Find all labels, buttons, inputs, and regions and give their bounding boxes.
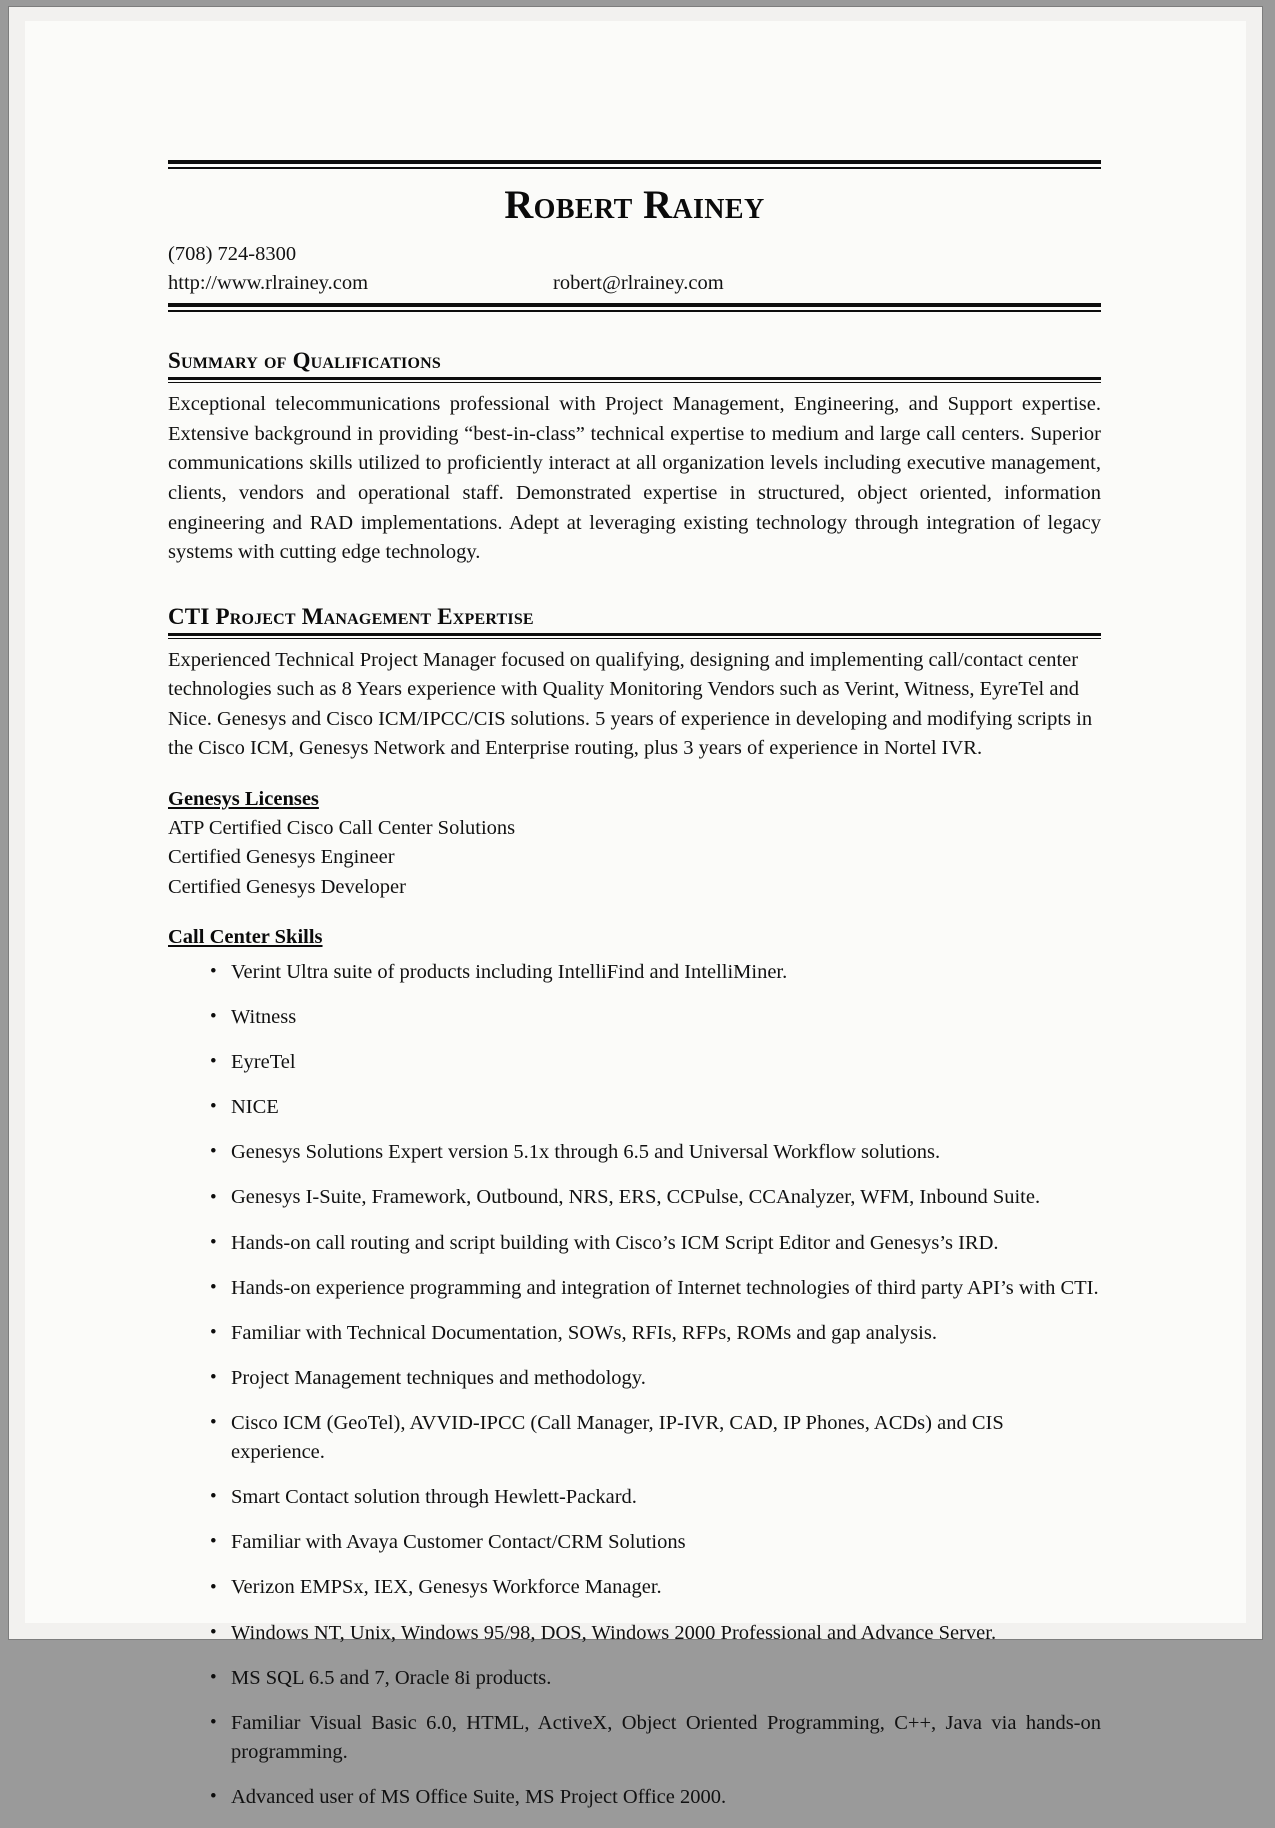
skill-text: Cisco ICM (GeoTel), AVVID-IPCC (Call Manager, IP-IVR, CAD, IP Phones, ACDs) and CIS experience. [231,1411,1004,1464]
skill-text: Advanced user of MS Office Suite, MS Project Office 2000. [231,1785,727,1808]
skill-list-item [168,958,1101,987]
section-underline-rule [168,633,1101,639]
skill-list-item [168,1138,1101,1167]
bullet-icon: • [210,1666,217,1688]
bullet-icon: • [210,1711,217,1733]
bullet-icon: • [210,1096,217,1118]
bullet-icon: • [210,1786,217,1808]
skill-text: Familiar with Technical Documentation, SOWs, RFIs, RFPs, ROMs and gap analysis. [231,1321,937,1344]
skill-list-item [168,1003,1101,1032]
skill-text: MS SQL 6.5 and 7, Oracle 8i products. [231,1666,552,1689]
skill-list-item [168,1364,1101,1393]
skill-text: Genesys I-Suite, Framework, Outbound, NRS, ERS, CCPulse, CCAnalyzer, WFM, Inbound Suite. [231,1186,1041,1209]
skill-list-item [168,1483,1101,1512]
skill-list-item [168,1783,1101,1812]
document-page [25,21,1246,1808]
skill-text: Hands-on call routing and script building with Cisco’s ICM Script Editor and Genesys’s IRD. [231,1231,999,1254]
bullet-icon: • [210,1276,217,1298]
call-center-skills-group [168,902,1101,1812]
skill-list-item [168,1183,1101,1212]
skill-text: EyreTel [231,1051,296,1074]
skill-text: Familiar with Avaya Customer Contact/CRM Solutions [231,1531,686,1554]
masthead-top-rule [168,160,1101,169]
skill-text: NICE [231,1096,279,1119]
bullet-icon: • [210,1321,217,1343]
bullet-icon: • [210,1231,217,1253]
bullet-icon: • [210,1576,217,1598]
cti-expertise-paragraph: Experienced Technical Project Manager focused on qualifying, designing and implementing call/contact center technologies such as 8 Years experience with Quality Monitoring Vendors such as Verint, Witness, EyreTel and Nice. Genesys and Cisco ICM/IPCC/CIS solutions. 5 years of experience in developing and modifying scripts in the Cisco ICM, Genesys Network and Enterprise routing, plus 3 years of experience in Nortel IVR. [168,648,1093,760]
skill-text: Windows NT, Unix, Windows 95/98, DOS, Windows 2000 Professional and Advance Server. [231,1621,997,1644]
skill-list-item [168,1229,1101,1258]
genesys-licenses-heading: Genesys Licenses [168,788,319,810]
website-url[interactable]: http://www.rlrainey.com [168,272,369,295]
bullet-icon: • [210,1412,217,1434]
section-heading: CTI Project Management Expertise [168,603,534,629]
skill-list-item [168,1274,1101,1303]
skill-list-item [168,1528,1101,1557]
document-content [168,21,1101,1828]
skill-list-item [168,1048,1101,1077]
license-item: ATP Certified Cisco Call Center Solutions [168,816,516,839]
page-frame [8,6,1263,1808]
contact-phone-row [168,240,1101,269]
skill-text: Project Management techniques and methodology. [231,1366,646,1389]
section-cti-project-management-expertise [168,604,1101,764]
bullet-icon: • [210,961,217,983]
skill-text: Witness [231,1006,297,1028]
skill-text: Familiar Visual Basic 6.0, HTML, ActiveX, Object Oriented Programming, C++, Java via hands-on programming. [231,1711,1101,1763]
skill-text: Verizon EMPSx, IEX, Genesys Workforce Manager. [231,1576,662,1599]
skill-list-item [168,1664,1101,1693]
contact-web-row [168,269,1101,298]
license-item: Certified Genesys Engineer [168,846,395,869]
bullet-icon: • [210,1486,217,1508]
skills-list [168,958,1101,1812]
section-heading: Summary of Qualifications [168,348,441,374]
bullet-icon: • [210,1051,217,1073]
bullet-icon: • [210,1621,217,1643]
skill-list-item [168,1319,1101,1348]
bullet-icon: • [210,1141,217,1163]
skill-list-item [168,1619,1101,1648]
skill-list-item [168,1093,1101,1122]
genesys-licenses-group [168,764,1101,902]
skill-list-item [168,1409,1101,1467]
skill-list-item [168,1709,1101,1767]
skill-list-item [168,1573,1101,1602]
license-item: Certified Genesys Developer [168,875,406,898]
skill-text: Genesys Solutions Expert version 5.1x through 6.5 and Universal Workflow solutions. [231,1141,941,1164]
skill-text: Hands-on experience programming and integration of Internet technologies of third party API’s with CTI. [231,1276,1099,1299]
skill-text: Smart Contact solution through Hewlett-Packard. [231,1486,637,1509]
bullet-icon: • [210,1531,217,1553]
bullet-icon: • [210,1367,217,1388]
summary-paragraph: Exceptional telecommunications professional with Project Management, Engineering, and Support expertise. Extensive background in providing “best-in-class” technical expertise to medium and large call centers. Superior communications skills utilized to proficiently interact at all organization levels including executive management, clients, vendors and operational staff. Demonstrated expertise in structured, object oriented, information engineering and RAD implementations. Adept at leveraging existing technology through integration of legacy systems with cutting edge technology. [168,393,1101,564]
email-address[interactable]: robert@rlrainey.com [553,272,724,295]
call-center-skills-heading: Call Center Skills [168,926,323,949]
skill-text: Verint Ultra suite of products including IntelliFind and IntelliMiner. [231,960,788,983]
masthead-bottom-rule [168,303,1101,312]
contact-block [168,240,1101,298]
bullet-icon: • [210,1186,217,1208]
phone-number: (708) 724-8300 [168,243,297,266]
bullet-icon: • [210,1006,217,1028]
section-summary-of-qualifications [168,348,1101,567]
candidate-name: Robert Rainey [504,182,765,227]
section-underline-rule [168,377,1101,383]
